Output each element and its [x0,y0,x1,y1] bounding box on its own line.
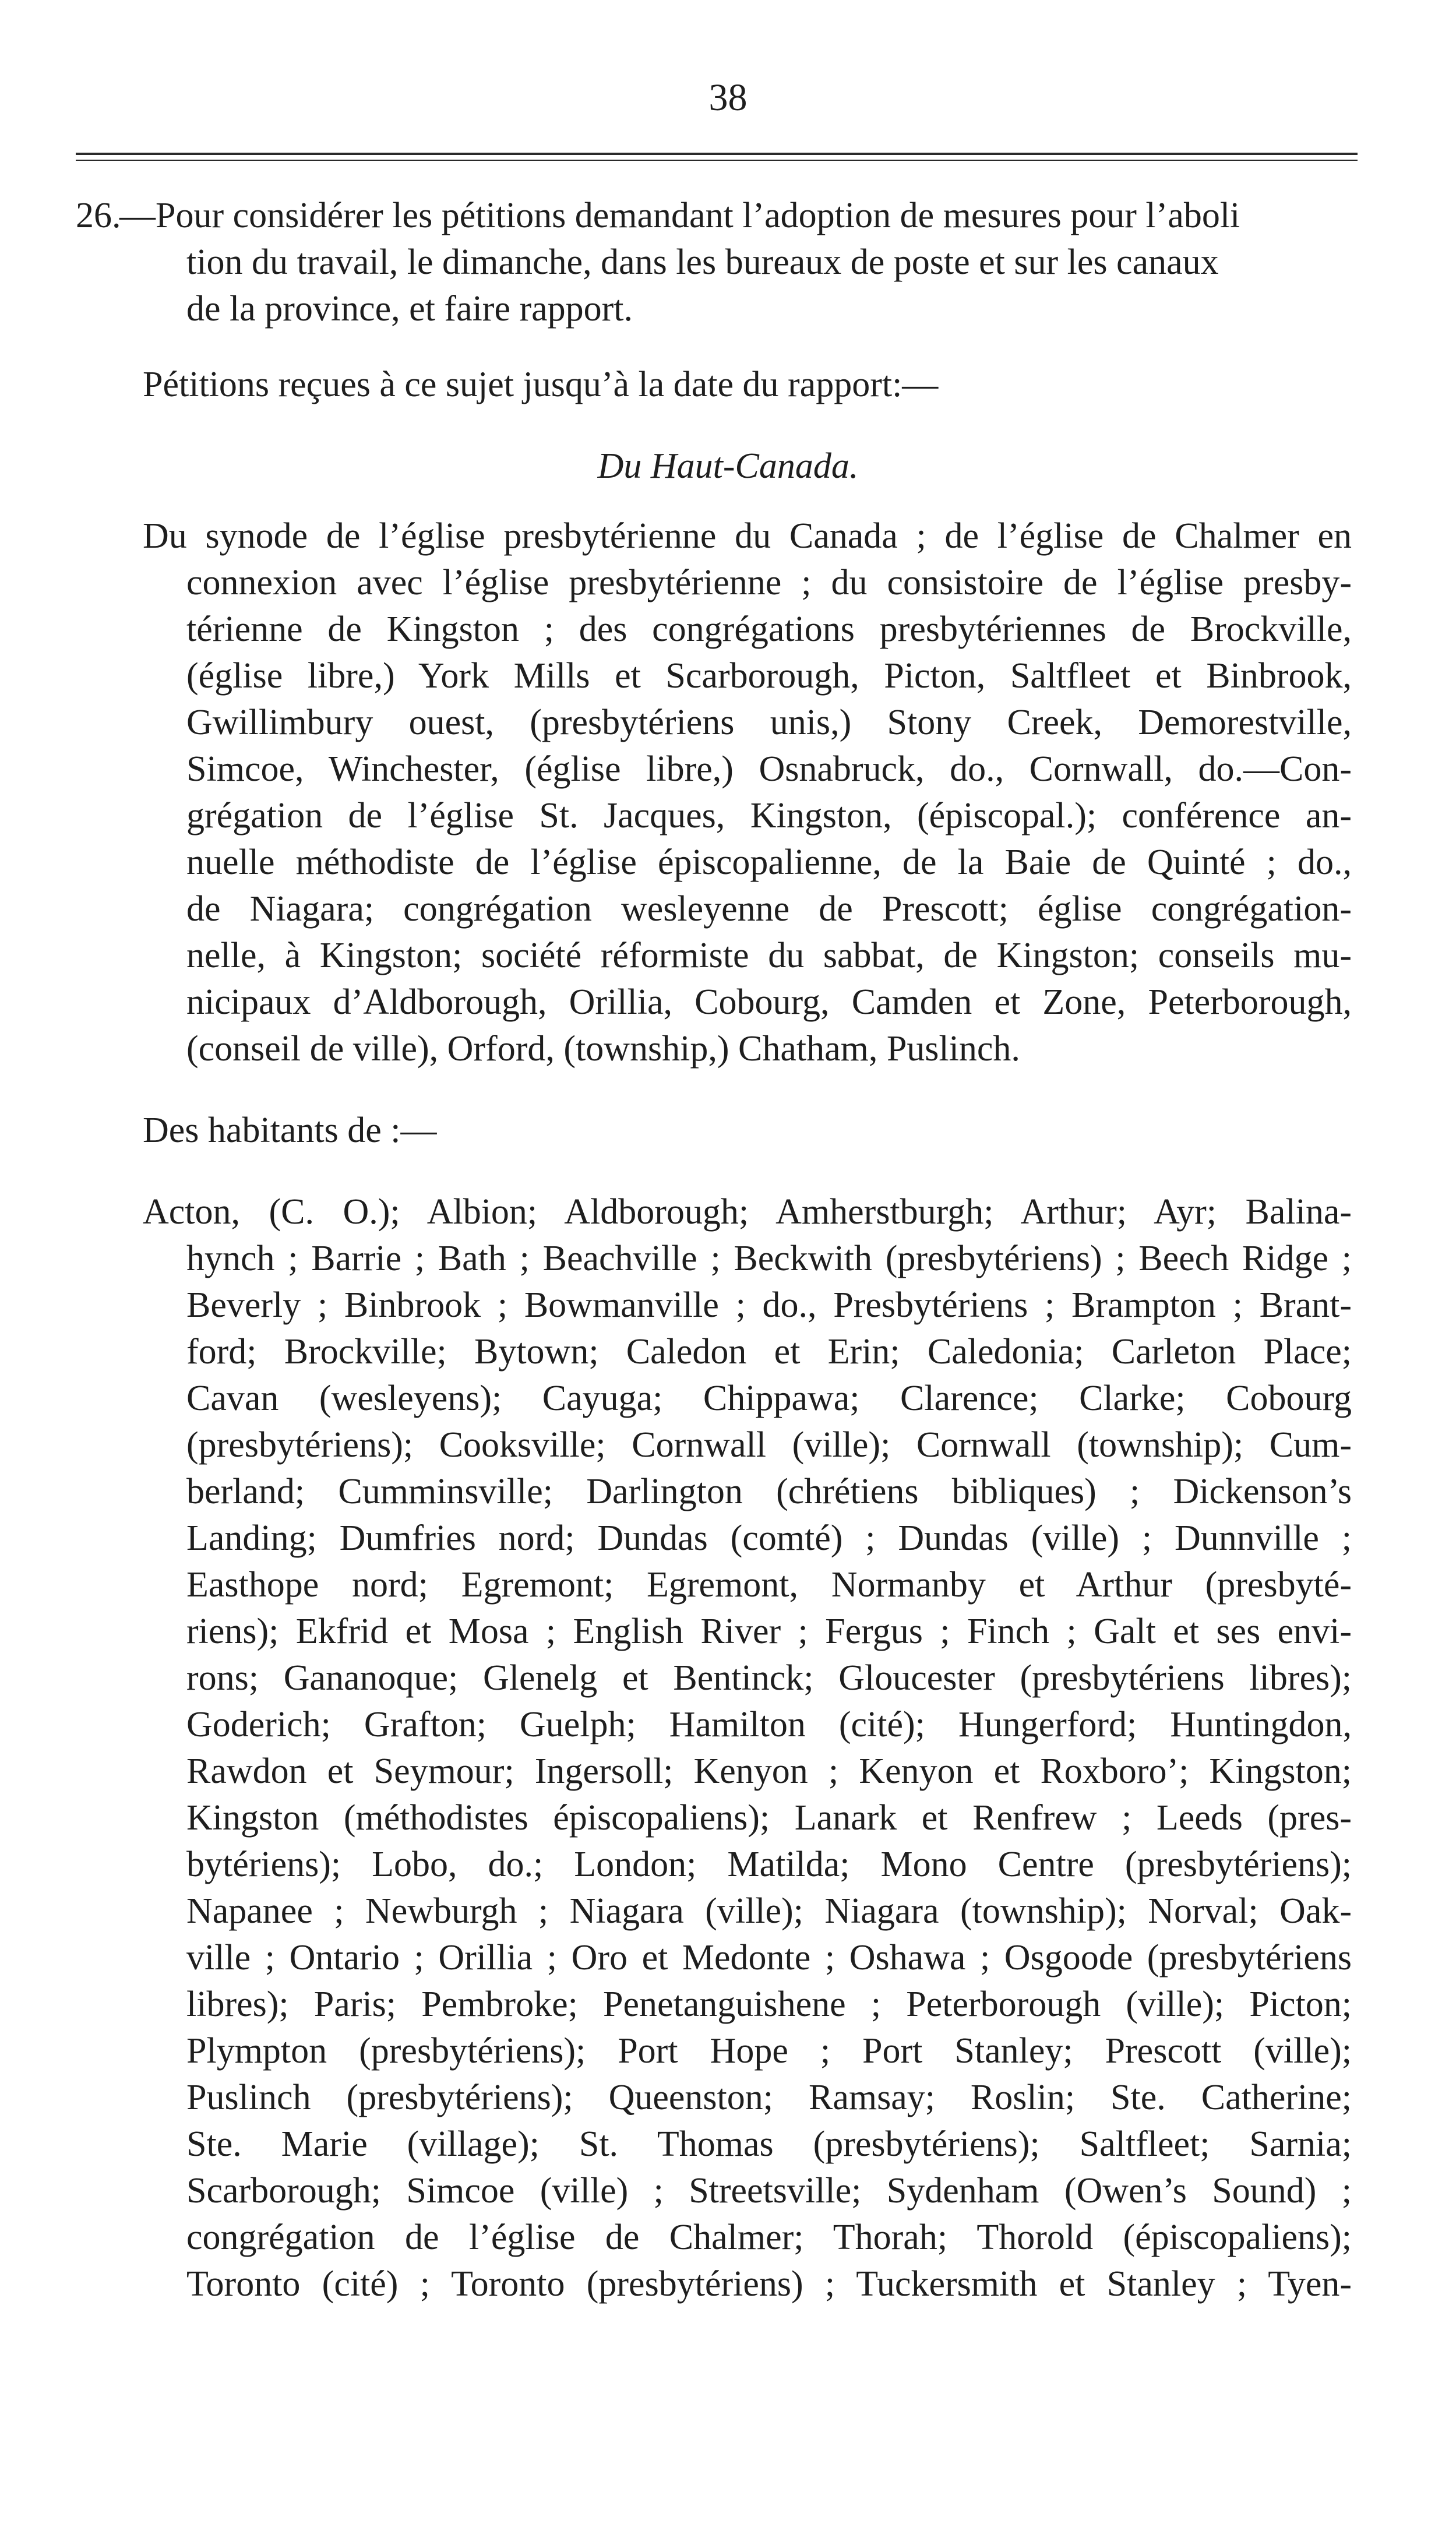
paragraph-line: (église libre,) York Mills et Scarborough, Picton, Saltfleet et Binbrook, [186,656,1352,696]
paragraph-line: Landing; Dumfries nord; Dundas (comté) ; Dundas (ville) ; Dunnville ; [186,1518,1352,1558]
paragraph-line: Rawdon et Seymour; Ingersoll; Kenyon ; Kenyon et Roxboro’; Kingston; [186,1751,1352,1791]
paragraph-line: Puslinch (presbytériens); Queenston; Ramsay; Roslin; Ste. Catherine; [186,2078,1352,2117]
paragraph-line: ville ; Ontario ; Orillia ; Oro et Medonte ; Oshawa ; Osgoode (presbytériens [186,1938,1352,1978]
item-text-line: de la province, et faire rapport. [186,289,633,329]
received-line: Pétitions reçues à ce sujet jusqu’à la date du rapport:— [143,365,939,404]
item-text-line: tion du travail, le dimanche, dans les bureaux de poste et sur les canaux [186,242,1219,282]
paragraph-line: de Niagara; congrégation wesleyenne de Prescott; église congrégation- [186,889,1352,929]
paragraph-line: Scarborough; Simcoe (ville) ; Streetsville; Sydenham (Owen’s Sound) ; [186,2171,1352,2211]
paragraph-line: Napanee ; Newburgh ; Niagara (ville); Niagara (township); Norval; Oak- [186,1891,1352,1931]
paragraph-line: (conseil de ville), Orford, (township,) Chatham, Puslinch. [186,1029,1020,1069]
header-rule-thin [76,160,1358,161]
paragraph-line: Goderich; Grafton; Guelph; Hamilton (cité); Hungerford; Huntingdon, [186,1705,1352,1744]
paragraph-line: térienne de Kingston ; des congrégations presbytériennes de Brockville, [186,609,1352,649]
paragraph-line: Toronto (cité) ; Toronto (presbytériens) ; Tuckersmith et Stanley ; Tyen- [186,2264,1352,2304]
item-text-line: —Pour considérer les pétitions demandant l’adoption de mesures pour l’aboli [119,196,1240,235]
paragraph-line: hynch ; Barrie ; Bath ; Beachville ; Beckwith (presbytériens) ; Beech Ridge ; [186,1239,1352,1278]
paragraph-line: Beverly ; Binbrook ; Bowmanville ; do., Presbytériens ; Brampton ; Brant- [186,1285,1352,1325]
item-number: 26. [76,196,121,235]
paragraph-line: ford; Brockville; Bytown; Caledon et Erin; Caledonia; Carleton Place; [186,1332,1352,1372]
paragraph-line: (presbytériens); Cooksville; Cornwall (ville); Cornwall (township); Cum- [186,1425,1352,1465]
paragraph-line: Gwillimbury ouest, (presbytériens unis,) Stony Creek, Demorestville, [186,703,1352,742]
paragraph-line: Cavan (wesleyens); Cayuga; Chippawa; Clarence; Clarke; Cobourg [186,1379,1352,1418]
paragraph-line: Acton, (C. O.); Albion; Aldborough; Amherstburgh; Arthur; Ayr; Balina- [143,1192,1352,1232]
paragraph-line: nuelle méthodiste de l’église épiscopalienne, de la Baie de Quinté ; do., [186,843,1352,882]
page-number: 38 [708,76,748,119]
paragraph-line: bytériens); Lobo, do.; London; Matilda; Mono Centre (presbytériens); [186,1845,1352,1884]
header-rule-thick [76,153,1358,155]
paragraph-line: congrégation de l’église de Chalmer; Thorah; Thorold (épiscopaliens); [186,2218,1352,2257]
paragraph-line: berland; Cumminsville; Darlington (chrétiens bibliques) ; Dickenson’s [186,1472,1352,1511]
paragraph-line: libres); Paris; Pembroke; Penetanguishene ; Peterborough (ville); Picton; [186,1984,1352,2024]
paragraph-line: Easthope nord; Egremont; Egremont, Normanby et Arthur (presbyté- [186,1565,1352,1605]
paragraph-line: grégation de l’église St. Jacques, Kingston, (épiscopal.); conférence an- [186,796,1352,836]
paragraph-line: riens); Ekfrid et Mosa ; English River ; Fergus ; Finch ; Galt et ses envi- [186,1612,1352,1651]
paragraph-line: Ste. Marie (village); St. Thomas (presbytériens); Saltfleet; Sarnia; [186,2124,1352,2164]
inhabitants-heading: Des habitants de :— [143,1111,437,1150]
subheading: Du Haut-Canada. [597,446,859,486]
paragraph-line: Du synode de l’église presbytérienne du Canada ; de l’église de Chalmer en [143,516,1352,556]
paragraph-line: Simcoe, Winchester, (église libre,) Osnabruck, do., Cornwall, do.—Con- [186,749,1352,789]
paragraph-line: connexion avec l’église presbytérienne ; du consistoire de l’église presby- [186,563,1352,602]
paragraph-line: Plympton (presbytériens); Port Hope ; Port Stanley; Prescott (ville); [186,2031,1352,2071]
paragraph-line: nelle, à Kingston; société réformiste du sabbat, de Kingston; conseils mu- [186,936,1352,975]
paragraph-line: Kingston (méthodistes épiscopaliens); Lanark et Renfrew ; Leeds (pres- [186,1798,1352,1838]
paragraph-line: nicipaux d’Aldborough, Orillia, Cobourg, Camden et Zone, Peterborough, [186,982,1352,1022]
paragraph-line: rons; Gananoque; Glenelg et Bentinck; Gloucester (presbytériens libres); [186,1658,1352,1698]
